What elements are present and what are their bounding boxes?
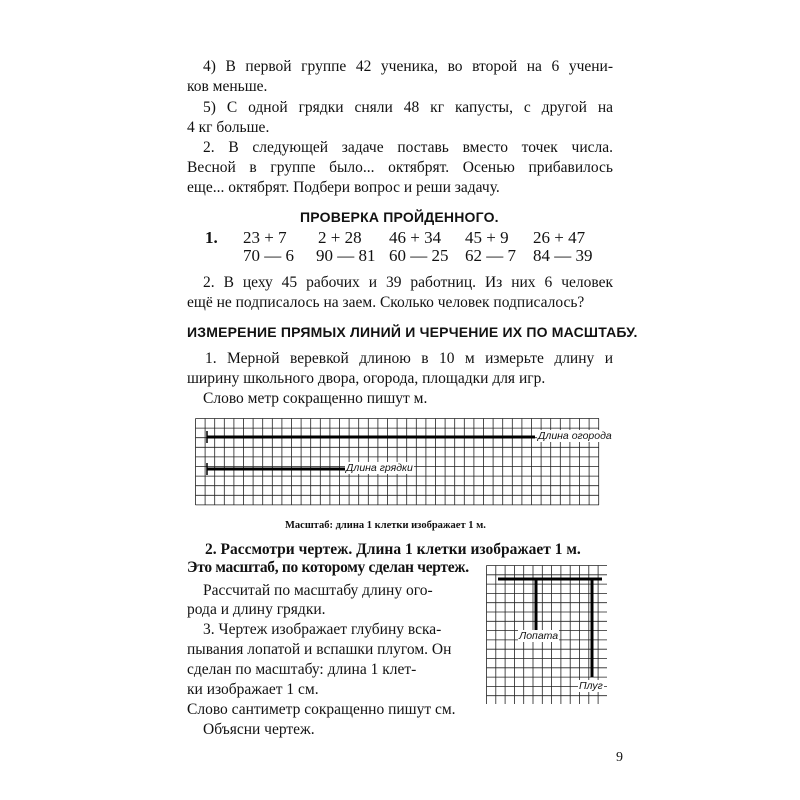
review-task-2-line-2: ещё не подписалось на заем. Сколько человек подписалось? [187,294,585,311]
problem-5-line-1: 5) С одной грядки сняли 48 кг капусты, с другой на [203,99,613,116]
measurement-heading: ИЗМЕРЕНИЕ ПРЯМЫХ ЛИНИЙ И ЧЕРЧЕНИЕ ИХ ПО МАСШТАБУ. [187,324,638,340]
problem-4-line-2: ков меньше. [187,78,268,95]
measurement-task-3-line-2: пывания лопатой и вспашки плугом. Он [187,641,452,658]
review-task-2-line-1: 2. В цеху 45 рабочих и 39 работниц. Из них 6 человек [203,274,613,291]
review-task-1-number: 1. [205,228,218,247]
plough-label: Плуг [579,680,603,692]
garden-length-label: Длина огорода [538,430,612,442]
problem-4-line-1: 4) В первой группе 42 ученика, во второй на 6 учени- [203,58,613,75]
task-2-line-1: 2. В следующей задаче поставь вместо точек числа. [203,139,613,156]
measurement-task-3-line-6: Объясни чертеж. [203,721,315,738]
measurement-task-2-line-4: рода и длину грядки. [187,601,326,618]
expr-r1-2: 2 + 28 [318,228,362,247]
problem-5-line-2: 4 кг больше. [187,119,270,136]
measurement-task-3-line-1: 3. Чертеж изображает глубину вска- [203,621,442,638]
measurement-task-2-line-3: Рассчитай по масштабу длину ого- [203,582,433,599]
measurement-task-1-line-1: 1. Мерной веревкой длиною в 10 м измерьте длину и [205,350,613,367]
expr-r1-5: 26 + 47 [533,228,586,247]
task-2-line-2: Весной в группе было... октябрят. Осенью прибавилось [187,159,613,176]
measurement-task-3-line-3: сделан по масштабу: длина 1 клет- [187,661,417,678]
scale-caption: Масштаб: длина 1 клетки изображает 1 м. [285,520,486,531]
shovel-label: Лопата [519,630,559,642]
measurement-task-2-line-1: 2. Рассмотри чертеж. Длина 1 клетки изображает 1 м. [205,541,581,558]
expr-r2-4: 62 — 7 [465,246,516,265]
measurement-task-2-line-2: Это масштаб, по которому сделан чертеж. [187,559,469,576]
expr-r2-5: 84 — 39 [533,246,593,265]
expr-r2-1: 70 — 6 [243,246,294,265]
expr-r1-4: 45 + 9 [465,228,509,247]
expr-r1-1: 23 + 7 [243,228,287,247]
measurement-task-3-line-4: ки изображает 1 см. [187,681,319,698]
review-heading: ПРОВЕРКА ПРОЙДЕННОГО. [300,209,499,225]
expr-r2-2: 90 — 81 [316,246,376,265]
measurement-task-1-line-3: Слово метр сокращенно пишут м. [203,390,428,407]
bed-length-label: Длина грядки [346,462,413,474]
page-number: 9 [616,750,623,765]
task-2-line-3: еще... октябрят. Подбери вопрос и реши задачу. [187,179,500,196]
measurement-task-1-line-2: ширину школьного двора, огорода, площадки для игр. [187,370,546,387]
expr-r1-3: 46 + 34 [389,228,442,247]
expr-r2-3: 60 — 25 [389,246,449,265]
measurement-task-3-line-5: Слово сантиметр сокращенно пишут см. [187,701,456,718]
